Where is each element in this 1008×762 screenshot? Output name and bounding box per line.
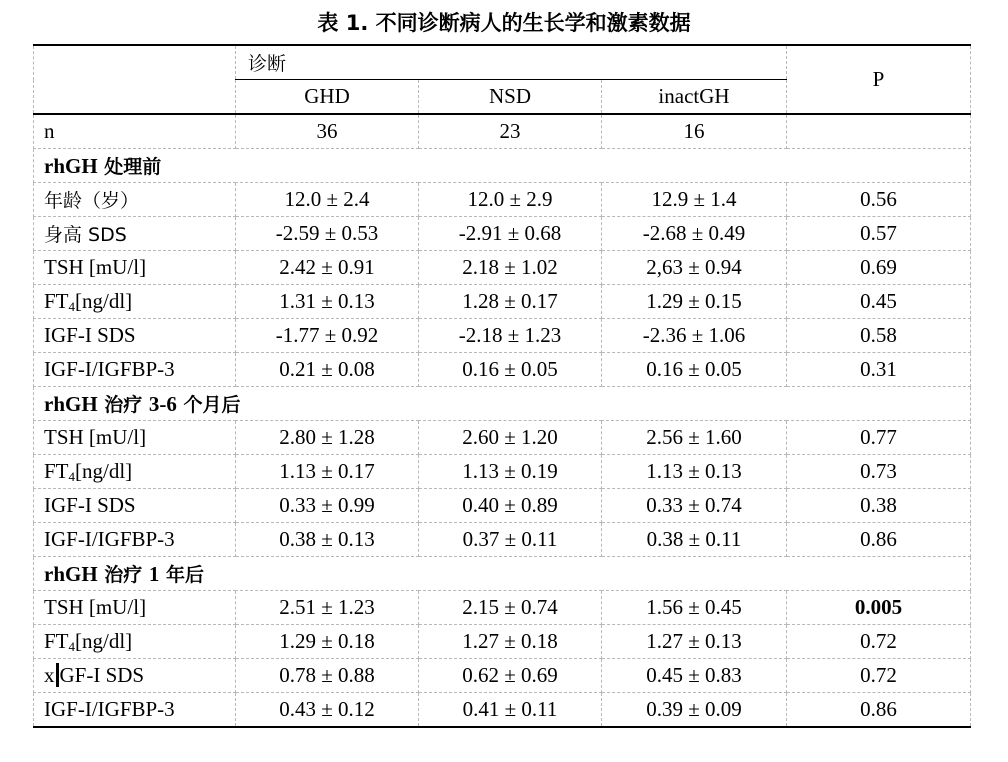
value-cell: 0.40 ± 0.89 (419, 489, 602, 523)
row-label-suffix: [ng/dl] (75, 288, 133, 313)
value-cell: 1.13 ± 0.13 (602, 455, 787, 489)
row-label (34, 217, 236, 251)
row-label-subscript: 4 (68, 468, 76, 484)
table-row (34, 421, 971, 455)
row-label (34, 523, 236, 557)
row-label-text: IGF-I/IGFBP-3 (44, 697, 175, 721)
row-label-text: TSH [mU/l] (44, 425, 147, 449)
row-label-text: 年龄（岁） (44, 190, 140, 212)
value-cell: 1.56 ± 0.45 (602, 591, 787, 625)
value-cell: 1.28 ± 0.17 (419, 285, 602, 319)
value-cell: 0.62 ± 0.69 (419, 659, 602, 693)
row-label (34, 489, 236, 523)
value-cell: 1.13 ± 0.19 (419, 455, 602, 489)
section-title-part: 治疗 (97, 564, 149, 586)
section-title-part: rhGH (44, 562, 98, 586)
value-cell: 0.37 ± 0.11 (419, 523, 602, 557)
value-cell: 36 (236, 114, 419, 149)
value-cell: -2.59 ± 0.53 (236, 217, 419, 251)
p-value-cell: 0.45 (787, 285, 971, 319)
value-cell: 16 (602, 114, 787, 149)
p-value-cell: 0.57 (787, 217, 971, 251)
row-label-suffix: [ng/dl] (75, 628, 133, 653)
table-row (34, 591, 971, 625)
value-cell: 2.51 ± 1.23 (236, 591, 419, 625)
section-title (34, 387, 971, 421)
value-cell: 0.39 ± 0.09 (602, 693, 787, 728)
table-caption: 表 1. 不同诊断病人的生长学和激素数据 (317, 11, 691, 35)
value-cell: 0.38 ± 0.13 (236, 523, 419, 557)
value-cell: 12.0 ± 2.9 (419, 183, 602, 217)
p-value-cell: 0.56 (787, 183, 971, 217)
p-value-cell: 0.72 (787, 659, 971, 693)
row-label-text: IGF-I/IGFBP-3 (44, 357, 175, 381)
row-label-text: x (44, 663, 55, 687)
row-label-suffix: [ng/dl] (75, 458, 133, 483)
p-value-cell: 0.38 (787, 489, 971, 523)
row-label-suffix: GF-I SDS (59, 663, 145, 687)
p-value-cell: 0.31 (787, 353, 971, 387)
value-cell: 2.15 ± 0.74 (419, 591, 602, 625)
text-cursor (56, 663, 59, 687)
value-cell: 0.43 ± 0.12 (236, 693, 419, 728)
value-cell: 2.18 ± 1.02 (419, 251, 602, 285)
value-cell: 0.16 ± 0.05 (602, 353, 787, 387)
header-empty-cell (34, 45, 236, 114)
section-title-part: 个月后 (176, 394, 241, 416)
row-label-text: IGF-I/IGFBP-3 (44, 527, 175, 551)
value-cell: 2.80 ± 1.28 (236, 421, 419, 455)
section-title-part: 治疗 (97, 394, 149, 416)
table-row (34, 625, 971, 659)
table-row (34, 693, 971, 728)
row-label-text: IGF-I SDS (44, 493, 136, 517)
group-header-ghd: GHD (236, 80, 419, 115)
section-title-part: 1 (148, 562, 160, 586)
section-title-part: 年后 (159, 564, 205, 586)
table-row (34, 251, 971, 285)
p-value-cell: 0.72 (787, 625, 971, 659)
value-cell: 23 (419, 114, 602, 149)
p-value-cell: 0.73 (787, 455, 971, 489)
row-label (34, 693, 236, 728)
data-table (33, 44, 971, 728)
value-cell: 2.60 ± 1.20 (419, 421, 602, 455)
row-label (34, 455, 236, 489)
row-label-text: 身高 SDS (44, 224, 127, 246)
value-cell: 0.21 ± 0.08 (236, 353, 419, 387)
p-value-cell (787, 114, 971, 149)
value-cell: 2.56 ± 1.60 (602, 421, 787, 455)
value-cell: 0.33 ± 0.74 (602, 489, 787, 523)
table-row (34, 285, 971, 319)
section-title-part: 处理前 (97, 156, 162, 178)
section-header-row (34, 557, 971, 591)
row-label-text: IGF-I SDS (44, 323, 136, 347)
value-cell: -2.18 ± 1.23 (419, 319, 602, 353)
row-label (34, 591, 236, 625)
value-cell: 12.9 ± 1.4 (602, 183, 787, 217)
row-label (34, 251, 236, 285)
table-row (34, 183, 971, 217)
row-label (34, 353, 236, 387)
value-cell: 0.16 ± 0.05 (419, 353, 602, 387)
section-title (34, 149, 971, 183)
table-row (34, 353, 971, 387)
row-label-subscript: 4 (68, 298, 76, 314)
section-title-part: rhGH (44, 154, 98, 178)
value-cell: -2.36 ± 1.06 (602, 319, 787, 353)
value-cell: -2.68 ± 0.49 (602, 217, 787, 251)
row-label-text: FT (44, 458, 69, 483)
table-row (34, 523, 971, 557)
row-label (34, 285, 236, 319)
value-cell: 1.29 ± 0.15 (602, 285, 787, 319)
table-row (34, 217, 971, 251)
section-header-row (34, 149, 971, 183)
value-cell: 1.31 ± 0.13 (236, 285, 419, 319)
row-label (34, 319, 236, 353)
value-cell: 0.45 ± 0.83 (602, 659, 787, 693)
row-label-text: TSH [mU/l] (44, 255, 147, 279)
value-cell: -1.77 ± 0.92 (236, 319, 419, 353)
row-label (34, 183, 236, 217)
row-label (34, 421, 236, 455)
value-cell: 12.0 ± 2.4 (236, 183, 419, 217)
section-header-row (34, 387, 971, 421)
section-title-part: 3-6 (148, 392, 177, 416)
value-cell: 1.13 ± 0.17 (236, 455, 419, 489)
header-row-top (34, 45, 971, 80)
value-cell: 2,63 ± 0.94 (602, 251, 787, 285)
table-row (34, 455, 971, 489)
sample-size-row (34, 114, 971, 149)
p-value-cell: 0.86 (787, 523, 971, 557)
value-cell: 0.41 ± 0.11 (419, 693, 602, 728)
table-row (34, 659, 971, 693)
diagnosis-header: 诊断 (236, 45, 787, 80)
section-title-part: rhGH (44, 392, 98, 416)
p-value-cell: 0.58 (787, 319, 971, 353)
group-header-nsd: NSD (419, 80, 602, 115)
p-value-cell: 0.69 (787, 251, 971, 285)
row-label (34, 625, 236, 659)
p-value-cell: 0.86 (787, 693, 971, 728)
row-label-text: FT (44, 288, 69, 313)
value-cell: 1.29 ± 0.18 (236, 625, 419, 659)
value-cell: 0.78 ± 0.88 (236, 659, 419, 693)
row-label-text: FT (44, 628, 69, 653)
group-header-inactgh: inactGH (602, 80, 787, 115)
p-value-cell: 0.005 (787, 591, 971, 625)
p-value-header: P (787, 45, 971, 114)
value-cell: 1.27 ± 0.13 (602, 625, 787, 659)
row-label-text: TSH [mU/l] (44, 595, 147, 619)
row-label: n (34, 114, 236, 149)
value-cell: 0.33 ± 0.99 (236, 489, 419, 523)
table-row (34, 319, 971, 353)
section-title (34, 557, 971, 591)
value-cell: 1.27 ± 0.18 (419, 625, 602, 659)
value-cell: 0.38 ± 0.11 (602, 523, 787, 557)
value-cell: -2.91 ± 0.68 (419, 217, 602, 251)
row-label-subscript: 4 (68, 638, 76, 654)
p-value-cell: 0.77 (787, 421, 971, 455)
table-row (34, 489, 971, 523)
row-label (34, 659, 236, 693)
value-cell: 2.42 ± 0.91 (236, 251, 419, 285)
